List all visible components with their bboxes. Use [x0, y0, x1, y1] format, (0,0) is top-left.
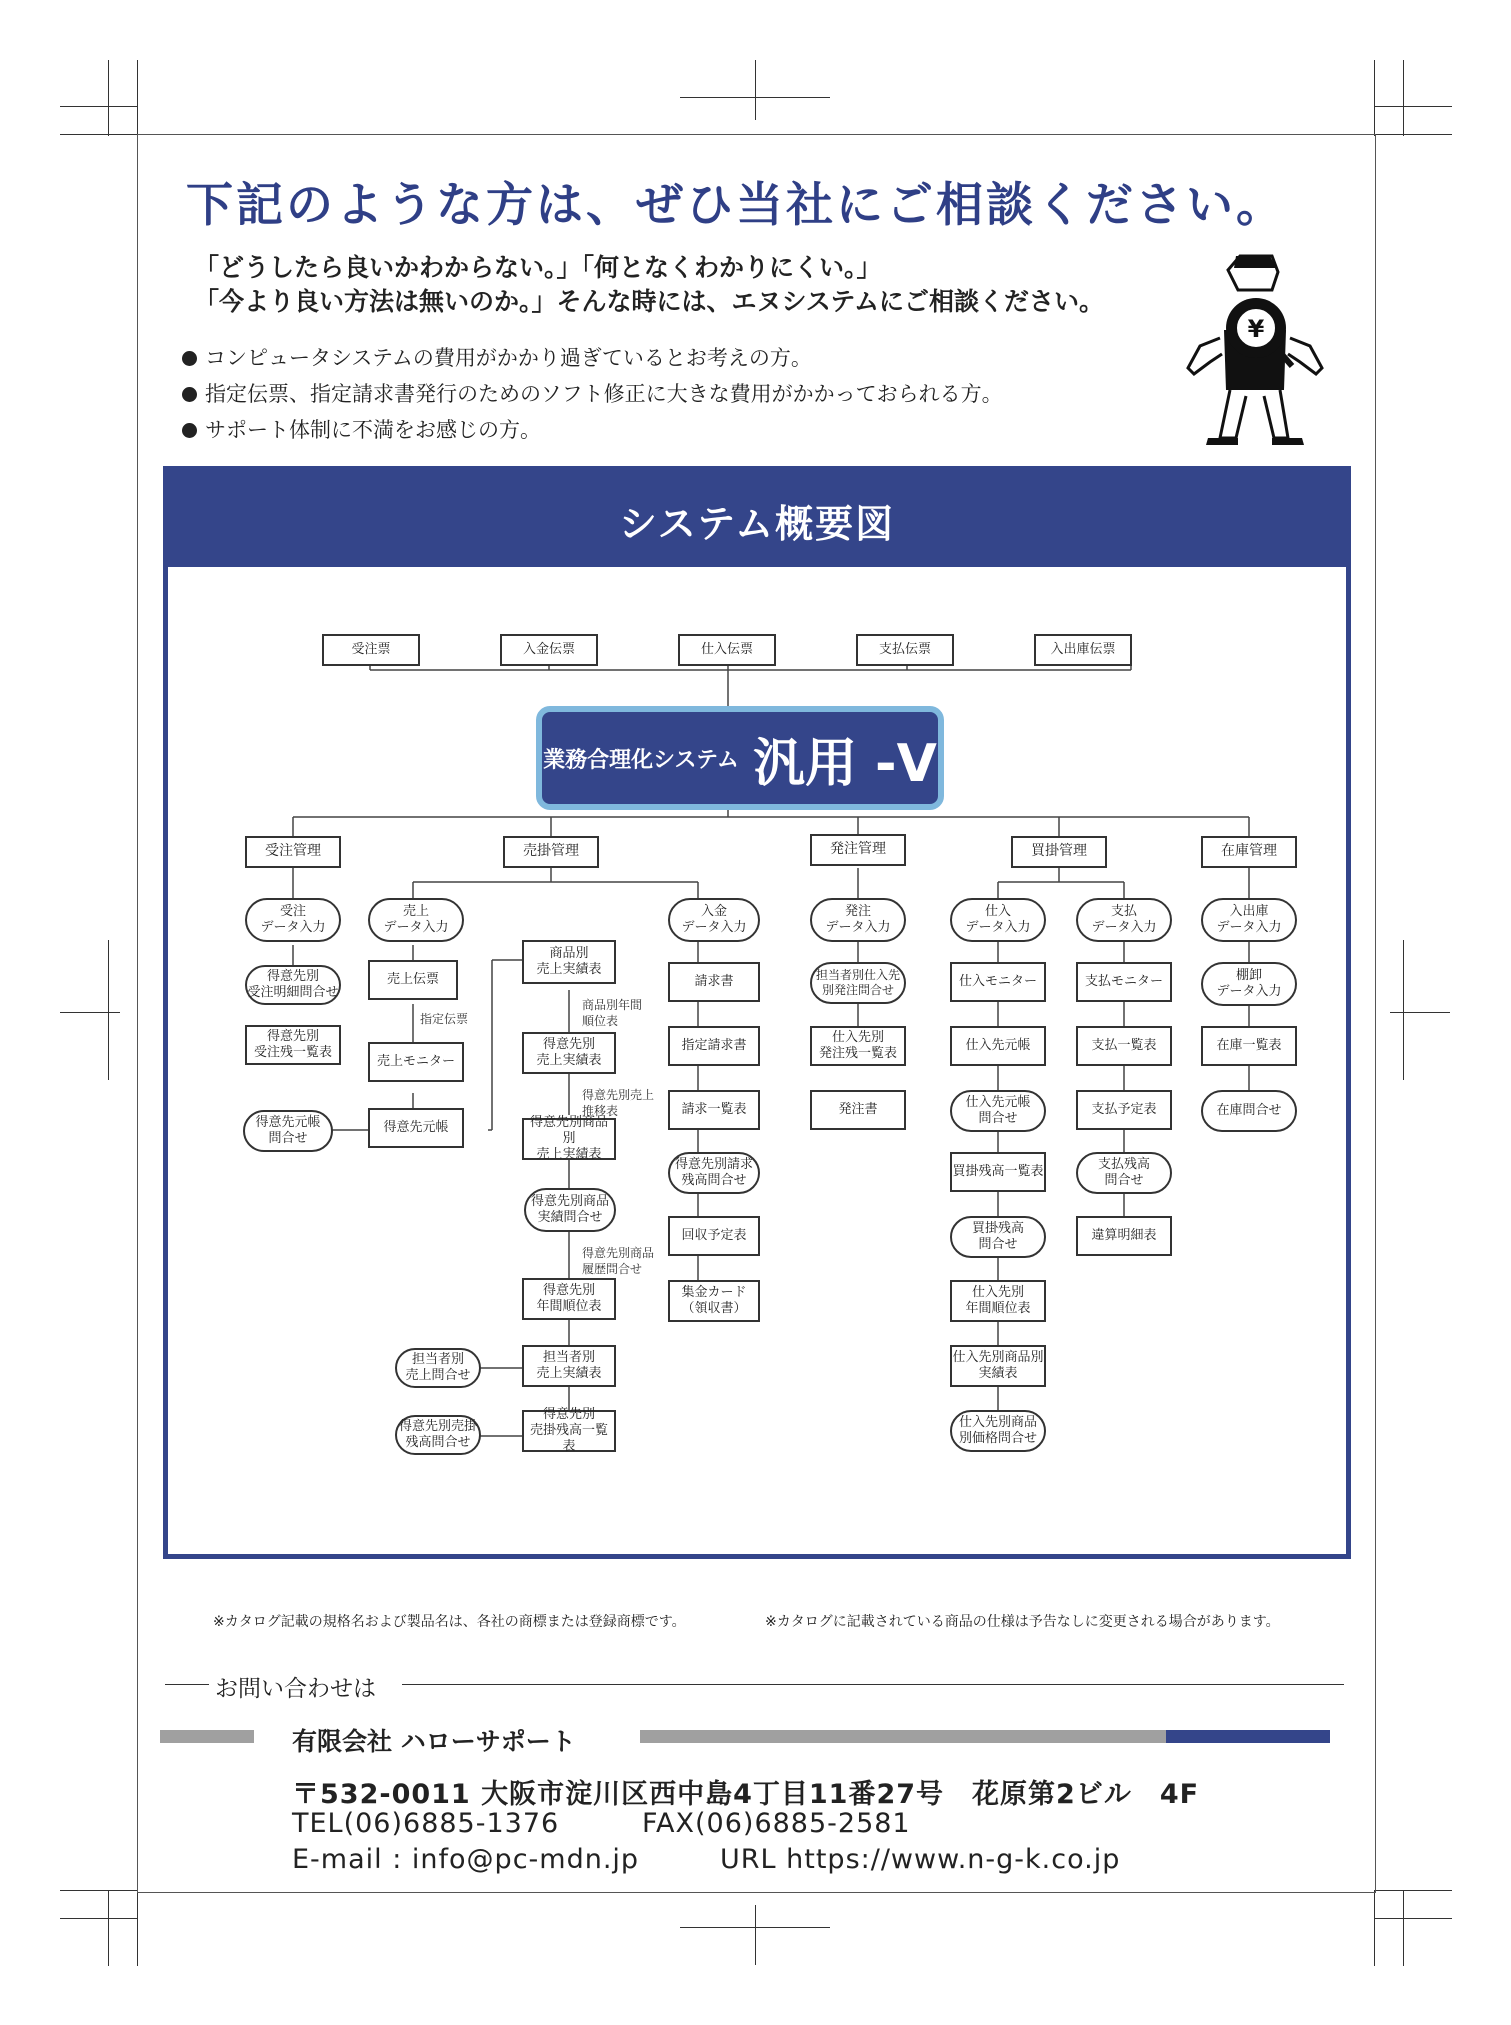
- hatchu-report: 仕入先別 発注残一覧表: [810, 1026, 906, 1066]
- company-bar-blue: [1166, 1730, 1330, 1743]
- zaiko-input: 入出庫 データ入力: [1201, 898, 1297, 942]
- contact-address: 〒532-0011 大阪市淀川区西中島4丁目11番27号 花原第2ビル 4F: [292, 1779, 1200, 1810]
- shiharai-report: 支払予定表: [1076, 1090, 1172, 1130]
- system-prefix: 業務合理化システム: [543, 747, 739, 773]
- uri-report: 得意先別 売上実績表: [522, 1032, 616, 1074]
- shiire-report: 仕入先別商品別 実績表: [950, 1345, 1046, 1387]
- shiharai-report: 違算明細表: [1076, 1216, 1172, 1256]
- module-hatchu: 発注管理: [810, 834, 906, 866]
- headline: 下記のような方は、ぜひ当社にご相談ください。: [186, 178, 1286, 233]
- nyukin-input: 入金 データ入力: [668, 898, 760, 942]
- quote-line-1: 「どうしたら良いかわからない。」「何となくわかりにくい。」: [194, 253, 882, 282]
- system-name-box: [536, 706, 944, 810]
- uri-report: 担当者別 売上実績表: [522, 1345, 616, 1387]
- bullet-text: コンピュータシステムの費用がかかり過ぎているとお考えの方。: [205, 346, 812, 370]
- contact-rule-right: [402, 1684, 1344, 1685]
- uri-inquiry: 得意先別売掛 残高問合せ: [395, 1415, 481, 1455]
- nyukin-report: 回収予定表: [668, 1216, 760, 1256]
- contact-fax: FAX(06)6885-2581: [642, 1808, 911, 1839]
- juchu-input: 受注 データ入力: [245, 898, 341, 942]
- uri-report: 商品別 売上実績表: [522, 940, 616, 984]
- shiire-report: 仕入先別 年間順位表: [950, 1280, 1046, 1322]
- bullet-text: 指定伝票、指定請求書発行のためのソフト修正に大きな費用がかかっておられる方。: [205, 382, 1003, 406]
- uri-note: 得意先別売上 推移表: [582, 1088, 655, 1118]
- yen-icon: ¥: [1247, 315, 1265, 343]
- uri-ledger: 得意先元帳: [368, 1108, 464, 1148]
- uri-monitor: 売上モニター: [368, 1042, 464, 1082]
- juchu-inquiry: 得意先別 受注明細問合せ: [245, 965, 341, 1005]
- uri-report: 得意先別商品別 売上実績表: [522, 1118, 616, 1160]
- bullet-text: サポート体制に不満をお感じの方。: [205, 418, 541, 442]
- module-kaikake: 買掛管理: [1011, 836, 1107, 868]
- shiire-report: 買掛残高一覧表: [950, 1152, 1046, 1192]
- input-slip-nyukin: 入金伝票: [500, 634, 598, 666]
- uri-note: 商品別年間 順位表: [582, 998, 643, 1028]
- shiharai-input: 支払 データ入力: [1076, 898, 1172, 942]
- shiire-inquiry: 仕入先別商品 別価格問合せ: [950, 1410, 1046, 1452]
- footnote-spec-change: ※カタログに記載されている商品の仕様は予告なしに変更される場合があります。: [765, 1614, 1280, 1630]
- uri-slip-note: 指定伝票: [420, 1012, 469, 1026]
- nyukin-report: 集金カード （領収書）: [668, 1280, 760, 1322]
- uri-report: 得意先別 年間順位表: [522, 1278, 616, 1320]
- uri-report: 得意先別 売掛残高一覧表: [522, 1410, 616, 1452]
- shiharai-report: 支払一覧表: [1076, 1026, 1172, 1066]
- contact-email[interactable]: E-mail : info@pc-mdn.jp: [292, 1844, 640, 1875]
- system-name: 汎用 -V: [752, 733, 937, 794]
- shiire-inquiry: 仕入先元帳 問合せ: [950, 1090, 1046, 1132]
- input-slip-shiire: 仕入伝票: [678, 634, 776, 666]
- uri-note: 得意先別商品 履歴問合せ: [582, 1246, 655, 1276]
- company-name: 有限会社 ハローサポート: [292, 1727, 576, 1756]
- hatchu-inquiry: 担当者別仕入先 別発注問合せ: [810, 962, 906, 1004]
- uri-ledger-inquiry: 得意先元帳 問合せ: [243, 1110, 333, 1152]
- shiharai-report: 支払モニター: [1076, 962, 1172, 1002]
- quote-line-2: 「今より良い方法は無いのか。」そんな時には、エヌシステムにご相談ください。: [194, 287, 1105, 316]
- nyukin-report: 請求書: [668, 962, 760, 1002]
- shiire-report: 仕入モニター: [950, 962, 1046, 1002]
- contact-rule-left: [165, 1684, 209, 1685]
- juchu-report: 得意先別 受注残一覧表: [245, 1025, 341, 1065]
- company-bar-left: [160, 1730, 254, 1743]
- hatchu-input: 発注 データ入力: [810, 898, 906, 942]
- hatchu-report: 発注書: [810, 1090, 906, 1130]
- shiire-inquiry: 買掛残高 問合せ: [950, 1216, 1046, 1258]
- uri-inquiry: 担当者別 売上問合せ: [395, 1348, 481, 1388]
- uri-slip: 売上伝票: [368, 960, 458, 1000]
- zaiko-report: 在庫一覧表: [1201, 1026, 1297, 1066]
- input-slip-shiharai: 支払伝票: [856, 634, 954, 666]
- input-slip-nyushukko: 入出庫伝票: [1034, 634, 1132, 666]
- uri-input: 売上 データ入力: [368, 898, 464, 942]
- footnote-trademark: ※カタログ記載の規格名および製品名は、各社の商標または登録商標です。: [213, 1614, 686, 1630]
- contact-label: お問い合わせは: [215, 1676, 376, 1702]
- uri-inquiry: 得意先別商品 実績問合せ: [524, 1188, 616, 1232]
- zaiko-input: 棚卸 データ入力: [1201, 962, 1297, 1006]
- shiire-report: 仕入先元帳: [950, 1026, 1046, 1066]
- nyukin-inquiry: 得意先別請求 残高問合せ: [668, 1152, 760, 1194]
- module-juchu: 受注管理: [245, 836, 341, 868]
- panel-title: システム概要図: [618, 502, 896, 546]
- shiire-input: 仕入 データ入力: [950, 898, 1046, 942]
- contact-tel: TEL(06)6885-1376: [292, 1808, 560, 1839]
- module-urikake: 売掛管理: [503, 836, 599, 868]
- contact-url[interactable]: URL https://www.n-g-k.co.jp: [720, 1844, 1121, 1875]
- module-zaiko: 在庫管理: [1201, 836, 1297, 868]
- company-bar-gray: [640, 1730, 1166, 1743]
- shiharai-inquiry: 支払残高 問合せ: [1076, 1152, 1172, 1194]
- input-slip-juchu: 受注票: [322, 634, 420, 666]
- nyukin-report: 請求一覧表: [668, 1090, 760, 1130]
- nyukin-report: 指定請求書: [668, 1026, 760, 1066]
- zaiko-inquiry: 在庫問合せ: [1201, 1090, 1297, 1132]
